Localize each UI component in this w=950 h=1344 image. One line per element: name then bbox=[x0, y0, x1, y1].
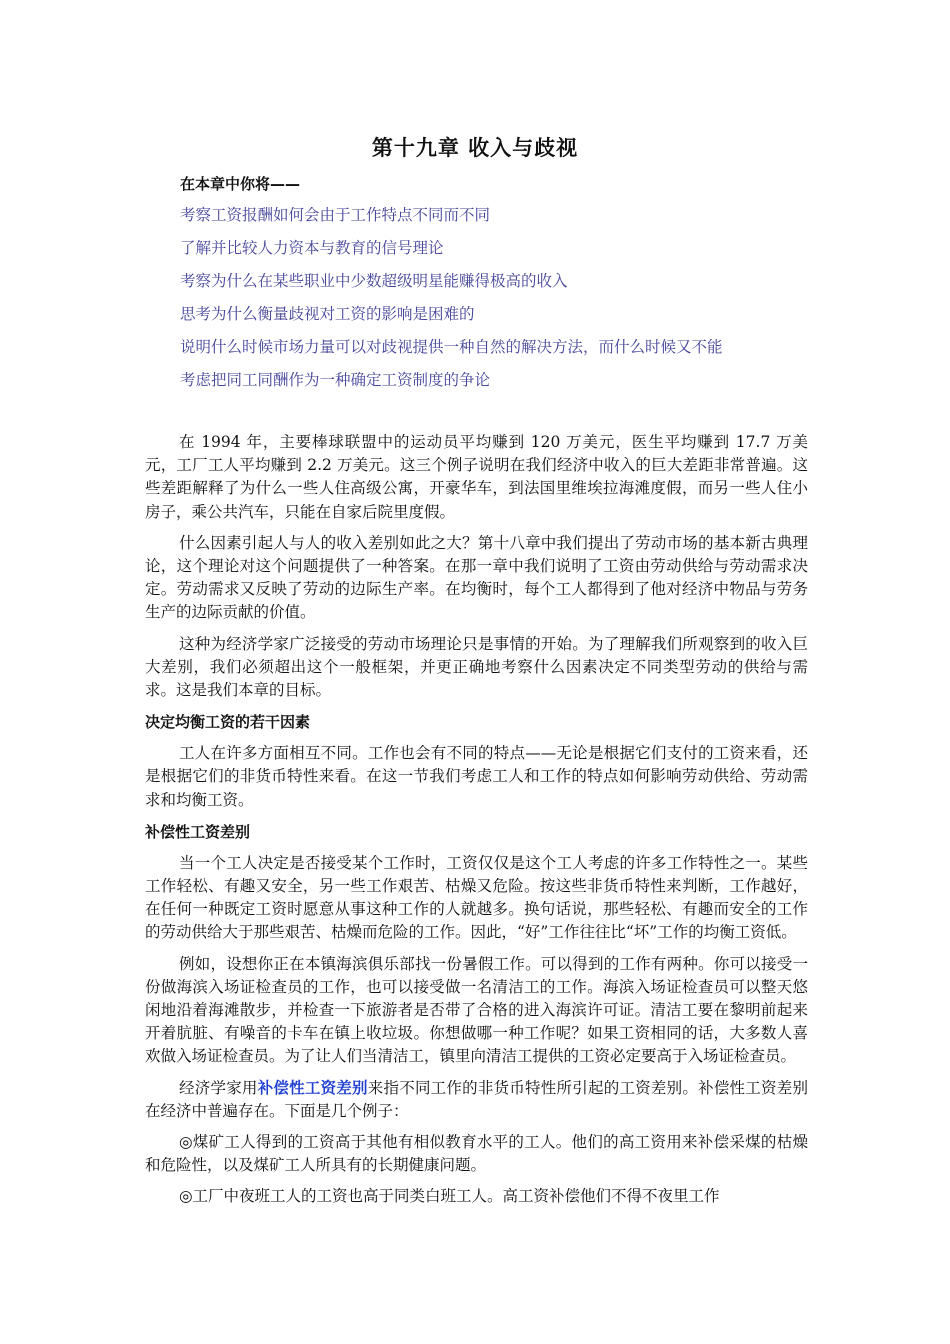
objective-item: 考察工资报酬如何会由于工作特点不同而不同 bbox=[180, 206, 491, 224]
document-body bbox=[145, 431, 808, 1217]
body-paragraph: 什么因素引起人与人的收入差别如此之大？第十八章中我们提出了劳动市场的基本新古典理论，这个理论对这个问题提供了一种答案。在那一章中我们说明了工资由劳动供给与劳动需求决定。劳动需求又反映了劳动的边际生产率。在均衡时，每个工人都得到了他对经济中物品与劳务生产的边际贡献的价值。 bbox=[145, 533, 808, 622]
body-paragraph: 例如，设想你正在本镇海滨俱乐部找一份暑假工作。可以得到的工作有两种。你可以接受一份做海滨入场证检查员的工作，也可以接受做一名清洁工的工作。海滨入场证检查员可以整天悠闲地沿着海滩散步，并检查一下旅游者是否带了合格的进入海滨许可证。清洁工要在黎明前起来开着肮脏、有噪音的卡车在镇上收垃圾。你想做哪一种工作呢？如果工资相同的话，大多数人喜欢做入场证检查员。为了让人们当清洁工，镇里向清洁工提供的工资必定要高于入场证检查员。 bbox=[145, 954, 808, 1066]
paragraph-text-after-term: 来指不同工作的非货币特性所引起的工资差别。补偿性工资差别在经济中普遍存在。下面是几个例子： bbox=[145, 1078, 808, 1120]
chapter-title: 第十九章 收入与歧视 bbox=[371, 136, 579, 160]
paragraph-text-before-term: 经济学家用 bbox=[179, 1078, 258, 1097]
learning-objectives-list bbox=[180, 202, 820, 400]
body-paragraph: 当一个工人决定是否接受某个工作时，工资仅仅是这个工人考虑的许多工作特性之一。某些工作轻松、有趣又安全，另一些工作艰苦、枯燥又危险。按这些非货币特性来判断，工作越好，在任何一种既定工资时愿意从事这种工作的人就越多。换句话说，那些轻松、有趣而安全的工作的劳动供给大于那些艰苦、枯燥而危险的工作。因此，“好”工作往往比“坏”工作的均衡工资低。 bbox=[145, 853, 808, 942]
section-heading: 决定均衡工资的若干因素 bbox=[145, 713, 311, 732]
body-paragraph: 这种为经济学家广泛接受的劳动市场理论只是事情的开始。为了理解我们所观察到的收入巨大差别，我们必须超出这个一般框架，并更正确地考察什么因素决定不同类型劳动的供给与需求。这是我们本章的目标。 bbox=[145, 634, 808, 700]
subsection-heading: 补偿性工资差别 bbox=[145, 822, 251, 841]
body-paragraph: 工人在许多方面相互不同。工作也会有不同的特点——无论是根据它们支付的工资来看，还是根据它们的非货币特性来看。在这一节我们考虑工人和工作的特点如何影响劳动供给、劳动需求和均衡工资。 bbox=[145, 744, 808, 809]
body-paragraph: 在 1994 年，主要棒球联盟中的运动员平均赚到 120 万美元，医生平均赚到 17.7 万美元，工厂工人平均赚到 2.2 万美元。这三个例子说明在我们经济中收入的巨大差距非常普遍。这些差距解释了为什么一些人住高级公寓，开豪华车，到法国里维埃拉海滩度假，而另一些人住小房子，乘公共汽车，只能在自家后院里度假。 bbox=[145, 433, 808, 521]
example-bullet: ◎煤矿工人得到的工资高于其他有相似教育水平的工人。他们的高工资用来补偿采煤的枯燥和危险性，以及煤矿工人所具有的长期健康问题。 bbox=[145, 1133, 808, 1175]
objective-item: 考虑把同工同酬作为一种确定工资制度的争论 bbox=[180, 371, 491, 389]
chapter-intro-heading: 在本章中你将—— bbox=[180, 175, 301, 193]
body-paragraph-with-term bbox=[145, 1077, 808, 1123]
objective-item: 考察为什么在某些职业中少数超级明星能赚得极高的收入 bbox=[180, 272, 568, 290]
objective-item: 说明什么时候市场力量可以对歧视提供一种自然的解决方法，而什么时候又不能 bbox=[180, 338, 723, 356]
objective-item: 了解并比较人力资本与教育的信号理论 bbox=[180, 239, 444, 257]
objective-item: 思考为什么衡量歧视对工资的影响是困难的 bbox=[180, 305, 475, 323]
key-term: 补偿性工资差别 bbox=[257, 1078, 368, 1097]
example-bullet: ◎工厂中夜班工人的工资也高于同类白班工人。高工资补偿他们不得不夜里工作 bbox=[179, 1187, 720, 1206]
